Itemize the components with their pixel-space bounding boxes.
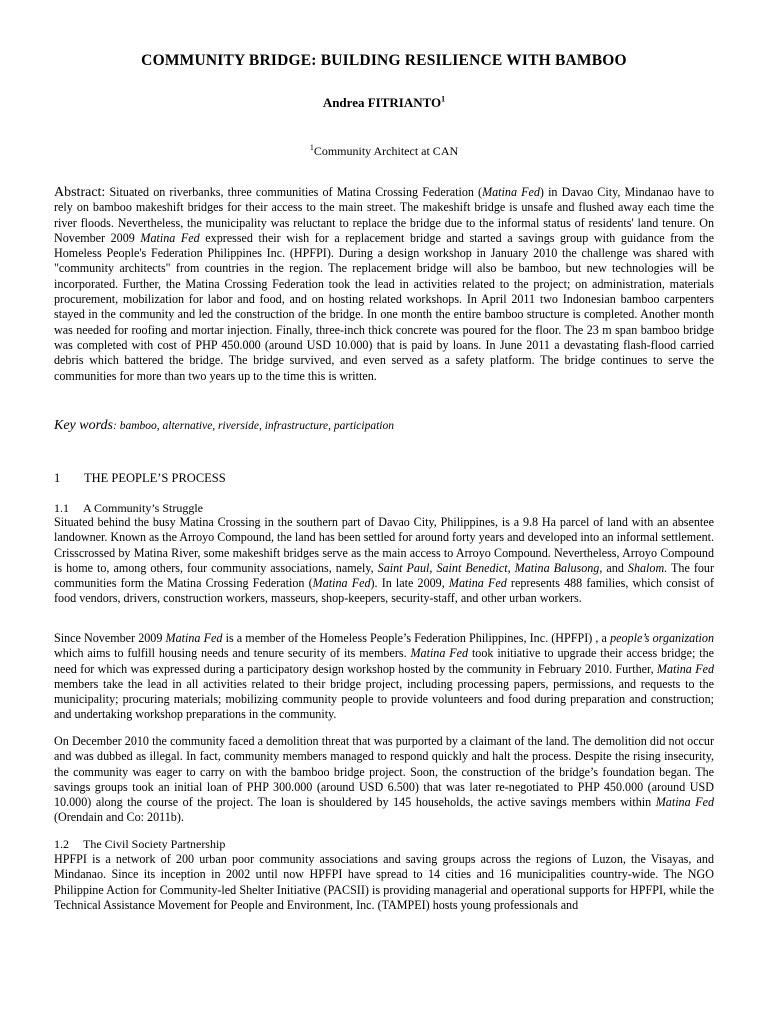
abstract-text-italic: Matina Fed	[482, 185, 540, 199]
paper-title: COMMUNITY BRIDGE: BUILDING RESILIENCE WITH BAMBOO	[141, 52, 627, 69]
subsection-heading-1-2	[54, 837, 225, 852]
paragraph-text: Situated behind the busy Matina Crossing in the southern part of Davao City, Philippines, is a 9.8 Ha parcel of land with an absentee landowner. Known as the Arroyo Compound, the land has been settled for around forty years and developed into an informal settlement. Crisscrossed by Matina River, some makeshift bridges serve as the main access to Arroyo Compound. Nevertheless, Arroyo Compound is home to, among others, four community associations, namely,	[54, 515, 714, 575]
body-paragraph-3	[54, 734, 714, 826]
paragraph-text: is a member of the Homeless People’s Federation Philippines, Inc. (HPFPI) , a	[222, 631, 611, 645]
paragraph-text-italic: Matina Fed	[655, 795, 715, 810]
body-paragraph-4	[54, 852, 714, 913]
affiliation-text: Community Architect at CAN	[313, 144, 459, 158]
author-footnote-mark: 1	[441, 94, 446, 104]
abstract-text-italic: Matina Fed	[140, 230, 200, 245]
paragraph-text-italic: Matina Fed	[410, 646, 469, 661]
abstract-text: expressed their wish for a replacement bridge and started a savings group with guidance from the Homeless People's Federation Philippines Inc. (HPFPI). During a design workshop in January 2010 the challenge was shared with "community architects" from countries in the region. The replacement bridge will also be bamboo, but new technologies will be incorporated. Further, the Matina Crossing Federation took the lead in activities related to the project; on administration, materials procurement, mobilization for labor and food, and on hosting related workshops. In April 2011 two Indonesian bamboo carpenters stayed in the community and led the construction of the bridge. In one month the entire bamboo structure is completed. Another month was needed for roofing and mortar injection. Finally, three-inch thick concrete was poured for the floor. The 23 m span bamboo bridge was completed with cost of PHP 450.000 (around USD 10.000) that is paid by loans. In June 2011 a devastating flash-flood carried debris which battered the bridge. The bridge survived, and even served as a safety platform. The bridge continues to serve the communities for more than two years up to the time this is written.	[54, 230, 714, 383]
affiliation-footnote-mark: 1	[309, 143, 314, 152]
author-name: Andrea FITRIANTO	[322, 95, 442, 110]
abstract-label: Abstract:	[54, 185, 106, 200]
paragraph-text: The four communities form the Matina Crossing Federation (	[54, 560, 715, 591]
section-number: 1	[54, 471, 61, 485]
paragraph-text: and	[602, 560, 628, 575]
subsection-number: 1.1	[54, 501, 69, 515]
keywords-text: : bamboo, alternative, riverside, infrastructure, participation	[112, 420, 394, 432]
abstract-text: Situated on riverbanks, three communities of Matina Crossing Federation (	[105, 185, 483, 199]
paragraph-text: On December 2010 the community faced a demolition threat that was purported by a claimant of the land. The demolition did not occur and was dubbed as illegal. In fact, community members managed to respond quickly and halt the process. Despite the rising insecurity, the community was eager to carry on with the bamboo bridge project. Soon, the construction of the bridge’s foundation began. The savings groups took an initial loan of PHP 300.000 (around USD 6.500) that was later re-negotiated to PHP 450.000 (around USD 10.000) along the course of the project. The loan is shouldered by 145 households, the active savings members within	[54, 734, 714, 810]
abstract-paragraph	[54, 185, 714, 384]
subsection-title: The Civil Society Partnership	[83, 837, 226, 851]
subsection-number: 1.2	[54, 837, 69, 851]
section-title: THE PEOPLE’S PROCESS	[84, 471, 226, 485]
paragraph-text-italic: Matina Fed	[448, 576, 507, 591]
paragraph-text: Since November 2009	[54, 631, 166, 645]
keywords-label: Key words	[54, 418, 113, 433]
keywords-line	[54, 418, 714, 434]
section-heading-1	[54, 471, 226, 486]
paragraph-text-italic: Matina Fed	[656, 661, 714, 676]
abstract-text: ) in Davao City, Mindanao have to rely on bamboo makeshift bridges for their access to the main street. The makeshift bridge is unsafe and flushed away each time the river floods. Nevertheless, the municipality was reluctant to replace the bridge due to the informal status of residents' land tenure. On November 2009	[54, 185, 714, 245]
paragraph-text-italic: people’s organization	[610, 631, 715, 645]
subsection-heading-1-1	[54, 501, 203, 516]
paragraph-text: which aims to fulfill housing needs and tenure security of its members.	[54, 646, 411, 661]
body-paragraph-2	[54, 631, 714, 723]
body-paragraph-1	[54, 515, 714, 607]
paragraph-text: took initiative to upgrade their access bridge; the need for which was expressed during a participatory design workshop hosted by the community in February 2010. Further,	[54, 646, 714, 676]
paragraph-text-italic: Shalom.	[627, 560, 668, 575]
paragraph-text-italic: Matina Fed	[312, 576, 371, 591]
paragraph-text: ). In late 2009,	[370, 576, 449, 591]
paragraph-text-italic: Matina Fed	[165, 631, 223, 645]
paragraph-text: members take the lead in all activities related to their bridge project, including processing papers, permissions, and requests to the municipality; procuring materials; mobilizing community people to provide volunteers and food during preparation and construction; and undertaking workshop preparations in the community.	[54, 676, 714, 722]
paragraph-text: represents 488 families, which consist of food vendors, drivers, construction workers, masseurs, shop-keepers, security-staff, and other urban workers.	[54, 576, 715, 606]
paragraph-text-italic: Saint Paul, Saint Benedict, Matina Balusong,	[377, 560, 603, 575]
affiliation-line	[0, 144, 768, 159]
author-line	[0, 95, 768, 111]
subsection-title: A Community’s Struggle	[83, 501, 204, 515]
paragraph-text: HPFPI is a network of 200 urban poor community associations and saving groups across the regions of Luzon, the Visayas, and Mindanao. Since its inception in 2002 until now HPFPI have spread to 14 cities and 16 municipalities country-wide. The NGO Philippine Action for Community-led Shelter Initiative (PACSII) is providing managerial and operational supports for HPFPI, while the Technical Assistance Movement for People and Environment, Inc. (TAMPEI) hosts young professionals and	[54, 852, 714, 912]
paragraph-text: (Orendain and Co: 2011b).	[54, 810, 184, 825]
